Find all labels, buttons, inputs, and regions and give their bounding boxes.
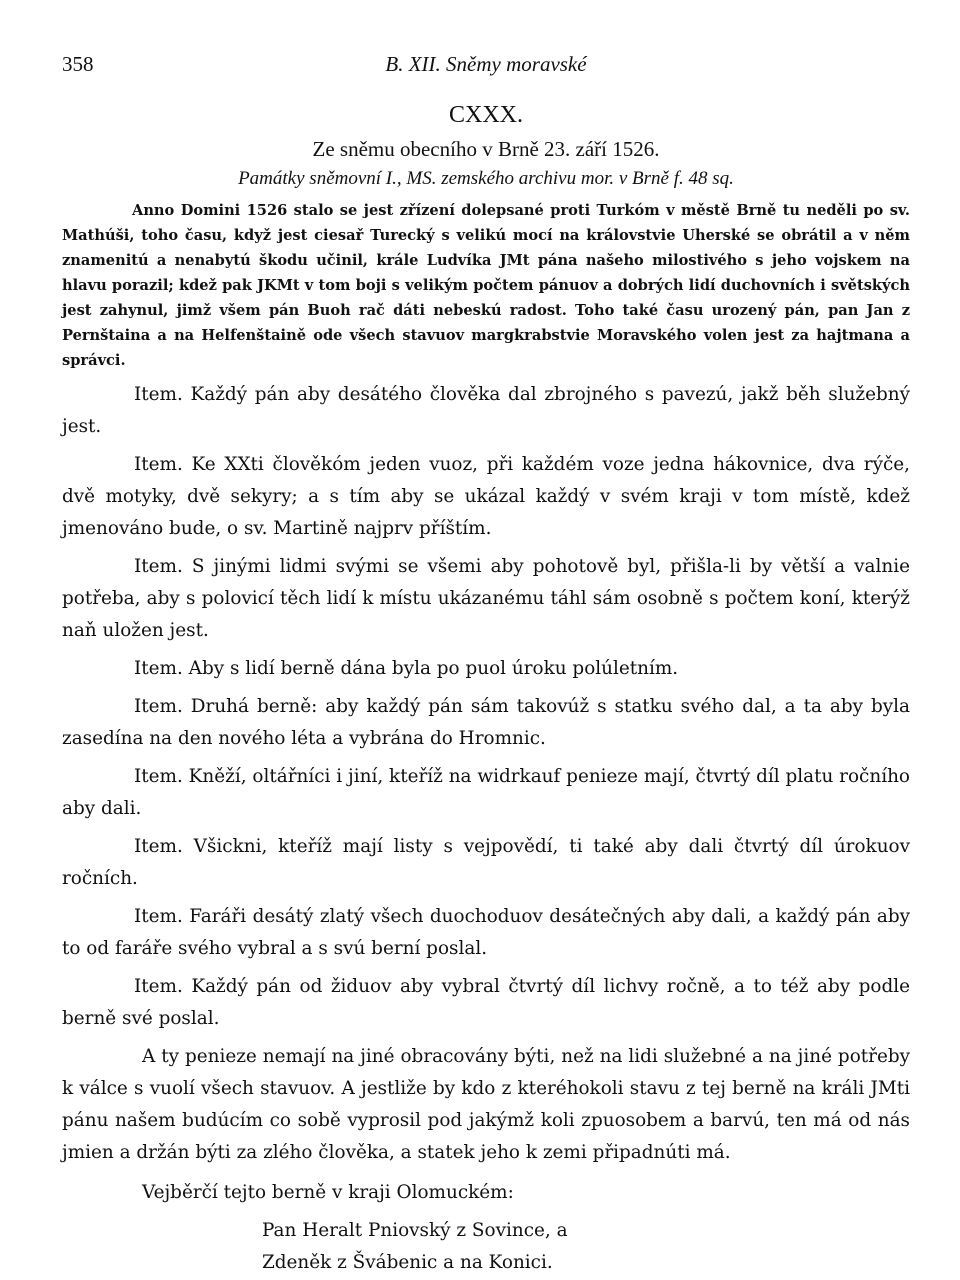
- item-paragraph: Item. Druhá berně: aby každý pán sám takovúž s statku svého dal, a ta aby byla zasedína na den nového léta a vybrána do Hromnic.: [62, 696, 910, 749]
- document-title: Ze sněmu obecního v Brně 23. září 1526.: [312, 137, 660, 161]
- item-paragraph: Item. S jinými lidmi svými se všemi aby pohotově byl, přišla-li by větší a valnie potřeba, aby s polovicí těch lidí k místu ukázanému táhl sám osobně s počtem koní, kterýž naň uložen jest.: [62, 556, 910, 641]
- intro-paragraph: Anno Domini 1526 stalo se jest zřízení dolepsané proti Turkóm v městě Brně tu neděli po sv. Mathúši, toho času, když jest ciesař Turecký s velikú mocí na královstvie Uherské se obrátil a v něm znamenitú a nenabytú škodu učinil, krále Ludvíka JMt pána našeho milostivého s jeho vojskem na hlavu porazil; kdež pak JKMt v tom boji s velikým počtem pánuov a dobrých lidí duchovních i světských jest zahynul, jimž všem pán Buoh rač dáti nebeskú radost. Toho také času urozený pán, pan Jan z Pernštaina a na Helfenštaině ode všech stavuov margkrabstvie Moravského volen jest za hajtmana a správci.: [62, 202, 910, 369]
- collectors-heading: Vejběrčí tejto berně v kraji Olomuckém:: [142, 1182, 514, 1203]
- document-page: [62, 48, 910, 1279]
- collector-name: Pan Heralt Pniovský z Sovince, a: [262, 1220, 568, 1241]
- page-header: [62, 48, 910, 88]
- document-number: CXXX.: [448, 102, 523, 128]
- closing-paragraph: A ty penieze nemají na jiné obracovány býti, než na lidi služebné a na jiné potřeby k válce s vuolí všech stavuov. A jestliže by kdo z kteréhokoli stavu z tej berně na králi JMti pánu našem budúcím co sobě vyprosil pod jakýmž koli zpuosobem a barvú, ten má od nás jmien a držán býti za zlého člověka, a statek jeho k zemi připadnúti má.: [62, 1046, 910, 1163]
- document-source: Památky sněmovní I., MS. zemského archivu mor. v Brně f. 48 sq.: [238, 168, 734, 189]
- running-head: B. XII. Sněmy moravské: [385, 52, 587, 76]
- item-paragraph: Item. Faráři desátý zlatý všech duochoduov desátečných aby dali, a každý pán aby to od faráře svého vybral a s svú berní poslal.: [62, 906, 910, 959]
- item-paragraph: Item. Každý pán aby desátého člověka dal zbrojného s pavezú, jakž běh služebný jest.: [62, 384, 910, 437]
- item-paragraph: Item. Aby s lidí berně dána byla po puol úroku polúletním.: [134, 658, 679, 679]
- collector-name: Zdeněk z Švábenic a na Konici.: [262, 1252, 553, 1273]
- item-paragraph: Item. Ke XXti člověkóm jeden vuoz, při každém voze jedna hákovnice, dva rýče, dvě motyky, dvě sekyry; a s tím aby se ukázal každý v svém kraji v tom místě, kdež jmenováno bude, o sv. Martině najprv příštím.: [62, 454, 910, 539]
- page-number: 358: [62, 52, 94, 76]
- item-paragraph: Item. Kněží, oltářníci i jiní, kteříž na widrkauf penieze mají, čtvrtý díl platu ročního aby dali.: [62, 766, 910, 819]
- item-paragraph: Item. Každý pán od židuov aby vybral čtvrtý díl lichvy ročně, a to též aby podle berně své poslal.: [62, 976, 910, 1029]
- item-list: [62, 379, 910, 1035]
- item-paragraph: Item. Všickni, kteříž mají listy s vejpovědí, ti také aby dali čtvrtý díl úrokuov ročních.: [62, 836, 910, 889]
